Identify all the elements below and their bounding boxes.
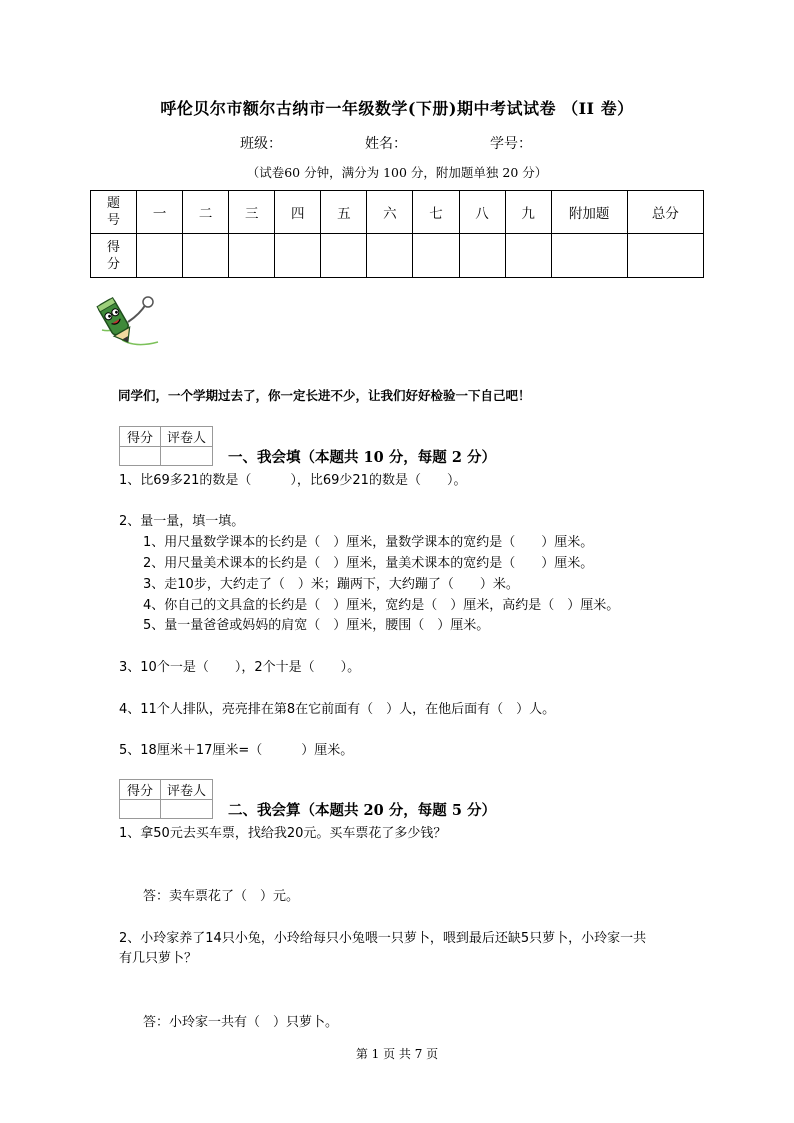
score-row-label (91, 234, 137, 278)
section1-title: 一、我会填（本题共 10 分，每题 2 分） (228, 449, 496, 466)
grader-box (119, 779, 213, 819)
col-header: 八 (459, 191, 505, 234)
exam-title: 呼伦贝尔市额尔古纳市一年级数学(下册)期中考试试卷 （II 卷） (160, 99, 634, 118)
row-label-bottom: 分 (107, 256, 121, 272)
s2-question-2-line-2: 有几只萝卜？ (119, 951, 198, 966)
s1-q2-item-1: 1、用尺量数学课本的长约是（ ）厘米，量数学课本的宽约是（ ）厘米。 (143, 535, 594, 550)
grader-name-label: 评卷人 (161, 780, 213, 800)
col-header: 一 (137, 191, 183, 234)
score-cell[interactable] (275, 234, 321, 278)
s2-question-2-line-1: 2、小玲家养了14只小兔，小玲给每只小兔喂一只萝卜，喂到最后还缺5只萝卜，小玲家一共 (119, 931, 647, 946)
page-footer: 第 1 页 共 7 页 (355, 1047, 439, 1061)
s1-q2-item-5: 5、量一量爸爸或妈妈的肩宽（ ）厘米，腰围（ ）厘米。 (143, 618, 490, 633)
score-cell[interactable] (367, 234, 413, 278)
grader-name-cell[interactable] (161, 447, 213, 466)
grader-score-cell[interactable] (120, 447, 161, 466)
grader-score-label: 得分 (120, 780, 161, 800)
grader-name-cell[interactable] (161, 800, 213, 819)
score-cell[interactable] (627, 234, 703, 278)
score-cell[interactable] (321, 234, 367, 278)
s1-question-1: 1、比69多21的数是（ ），比69少21的数是（ ）。 (119, 473, 467, 488)
s1-question-2: 2、量一量，填一填。 (119, 514, 245, 529)
s1-question-3: 3、10个一是（ ），2个十是（ ）。 (119, 660, 361, 675)
grader-name-label: 评卷人 (161, 427, 213, 447)
row-label-top: 题 (107, 196, 121, 211)
score-table (90, 190, 704, 278)
grader-box (119, 426, 213, 466)
col-header: 七 (413, 191, 459, 234)
class-label: 班级： (240, 136, 282, 152)
score-cell[interactable] (551, 234, 627, 278)
score-cell[interactable] (413, 234, 459, 278)
row-label-bottom: 号 (107, 213, 121, 228)
exam-note: （试卷60 分钟，满分为 100 分，附加题单独 20 分） (246, 165, 548, 180)
col-header: 四 (275, 191, 321, 234)
grader-score-label: 得分 (120, 427, 161, 447)
col-header: 二 (183, 191, 229, 234)
col-header: 三 (229, 191, 275, 234)
s2-answer-2: 答：小玲家一共有（ ）只萝卜。 (143, 1015, 339, 1030)
pencil-mascot-icon (88, 292, 164, 352)
col-header: 九 (505, 191, 551, 234)
s1-question-4: 4、11个人排队，亮亮排在第8在它前面有（ ）人，在他后面有（ ）人。 (119, 702, 556, 717)
score-cell[interactable] (229, 234, 275, 278)
score-cell[interactable] (183, 234, 229, 278)
col-header: 六 (367, 191, 413, 234)
student-info (240, 133, 532, 153)
greeting-text: 同学们，一个学期过去了，你一定长进不少，让我们好好检验一下自己吧！ (118, 388, 531, 403)
col-header: 总分 (627, 191, 703, 234)
s1-question-5: 5、18厘米＋17厘米=（ ）厘米。 (119, 743, 354, 758)
s2-answer-1: 答：卖车票花了（ ）元。 (143, 889, 300, 904)
score-cell[interactable] (459, 234, 505, 278)
col-header: 五 (321, 191, 367, 234)
score-cell[interactable] (505, 234, 551, 278)
s2-question-1: 1、拿50元去买车票，找给我20元。买车票花了多少钱？ (119, 826, 447, 841)
name-label: 姓名： (365, 136, 407, 152)
section2-title: 二、我会算（本题共 20 分，每题 5 分） (228, 802, 496, 819)
number-label: 学号： (490, 136, 532, 152)
s1-q2-item-4: 4、你自己的文具盒的长约是（ ）厘米，宽约是（ ）厘米，高约是（ ）厘米。 (143, 598, 620, 613)
s1-q2-item-2: 2、用尺量美术课本的长约是（ ）厘米，量美术课本的宽约是（ ）厘米。 (143, 556, 594, 571)
row-label-top: 得 (107, 239, 121, 255)
grader-score-cell[interactable] (120, 800, 161, 819)
col-header: 附加题 (551, 191, 627, 234)
score-row-header (91, 191, 137, 234)
score-cell[interactable] (137, 234, 183, 278)
s1-q2-item-3: 3、走10步，大约走了（ ）米；蹦两下，大约蹦了（ ）米。 (143, 577, 519, 592)
